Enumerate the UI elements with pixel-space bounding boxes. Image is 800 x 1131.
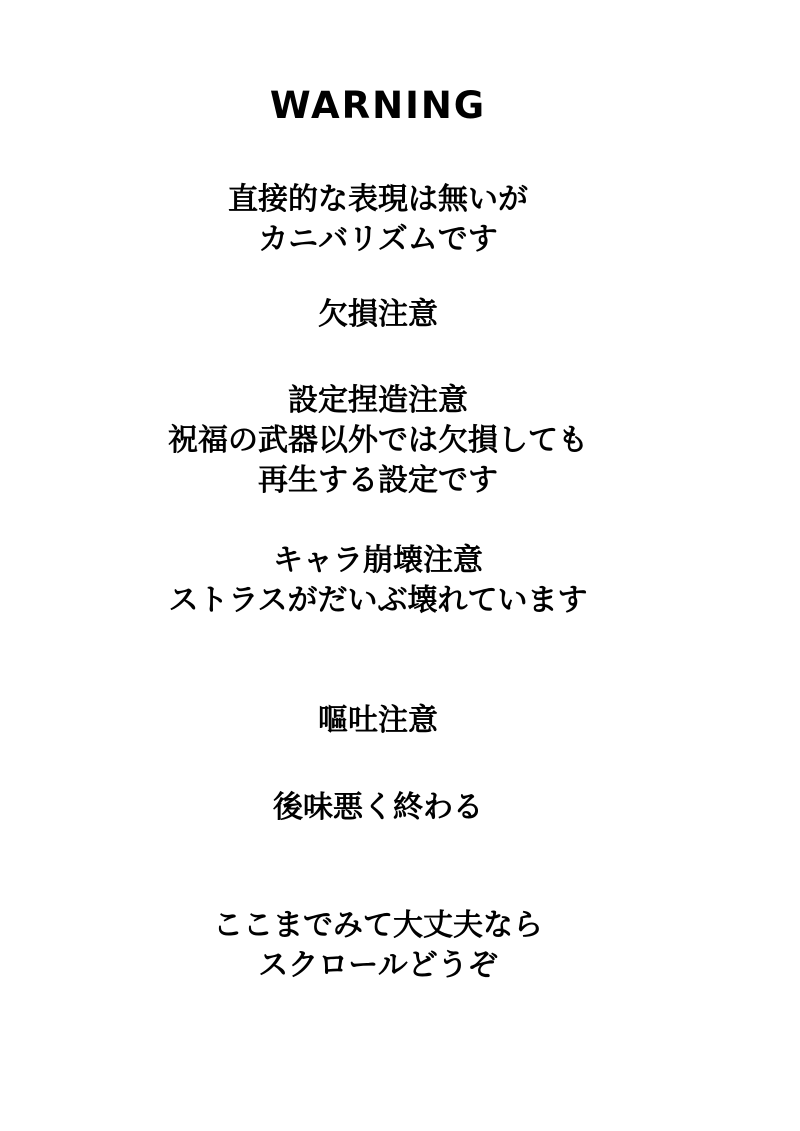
warning-line: 設定捏造注意 [288, 383, 468, 418]
warning-block-scroll-prompt [0, 906, 756, 986]
warning-line: 嘔吐注意 [318, 703, 438, 738]
warning-line: 後味悪く終わる [273, 790, 483, 825]
warning-line: 祝福の武器以外では欠損しても [168, 423, 588, 458]
warning-line: 直接的な表現は無いが [228, 182, 528, 217]
page-title: WARNING [269, 84, 487, 127]
warning-line: ストラスがだいぶ壊れています [168, 583, 588, 618]
warning-line: 欠損注意 [318, 297, 438, 332]
warning-block-cannibalism [0, 180, 756, 260]
warning-line: 再生する設定です [258, 463, 498, 498]
warning-block-bad-ending [0, 788, 756, 828]
warning-line: ここまでみて大丈夫なら [213, 908, 543, 943]
warning-line: カニバリズムです [258, 222, 498, 257]
warning-block-headcanon [0, 381, 756, 501]
warning-line: キャラ崩壊注意 [273, 543, 483, 578]
warning-block-ooc [0, 541, 756, 621]
warning-line: スクロールどうぞ [258, 948, 498, 983]
warning-block-mutilation [0, 295, 756, 335]
warning-block-vomit [0, 701, 756, 741]
